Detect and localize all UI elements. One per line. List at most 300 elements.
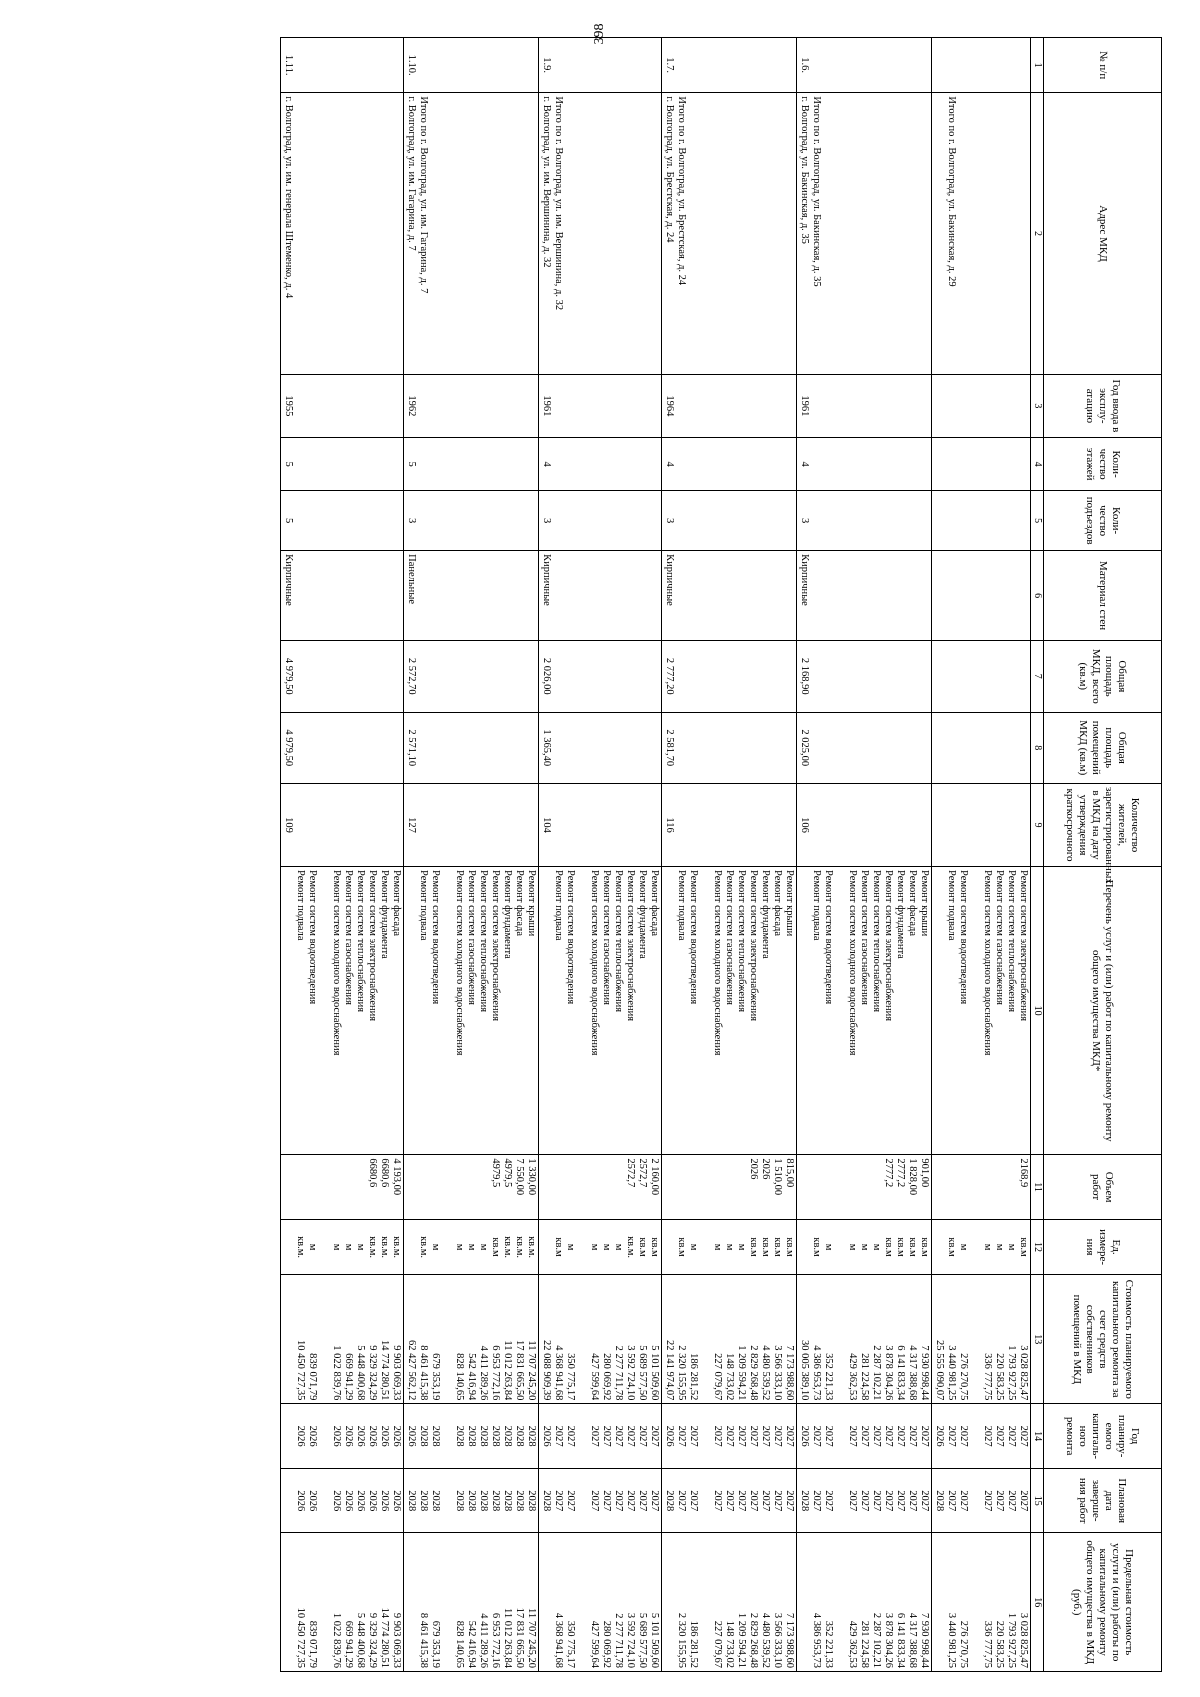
header-cost: Стоимость планируемого капитального ремонта за счет средств собственников помещений в МКД [1044,1275,1162,1404]
work-max-cost: 5 448 400,68 [355,1612,366,1668]
header-year: Год ввода в эксплу-атацию [1044,374,1162,437]
header-area-rooms: Общая площадь помещений МКД (кв.м) [1044,712,1162,783]
work-cost: 6 953 772,16 [490,1345,501,1401]
work-name: Ремонт систем газоснабжения [466,870,477,1006]
area-rooms-cell-text: 2 025,00 [799,729,810,767]
work-end-date: 2027 [784,1490,795,1512]
work-cost [318,1278,330,1400]
work-end-date: 2028 [454,1490,465,1512]
work-cost: 3 028 825,47 [1018,1345,1029,1401]
walls-cell-text: Кирпичные [283,554,294,606]
area-total-cell-text [933,644,945,708]
area-rooms-cell [932,712,1031,783]
year-cell [404,374,539,437]
work-unit: м [736,1243,747,1251]
work-name: Ремонт подвала [811,870,822,941]
work-unit: м [601,1243,612,1251]
work-unit-column [797,1219,932,1274]
work-year: 2027 [907,1425,918,1447]
work-max-cost: 10 450 727,35 [295,1607,306,1668]
work-cost: 11 707 245,20 [526,1340,537,1401]
work-max-cost [441,1536,453,1668]
work-max-cost: 3 878 304,26 [883,1612,894,1668]
work-name: Ремонт систем теплоснабжения [736,870,747,1013]
work-volume: 2168,9 [1018,1158,1029,1188]
address-text [933,96,945,370]
work-name: Ремонт фасада [391,870,402,937]
work-cost: 2 320 155,95 [676,1345,687,1401]
entrances-cell-text [933,494,945,547]
work-max-cost: 1 209 594,21 [736,1612,747,1668]
work-name: Ремонт крыши [526,870,537,937]
work-volume [969,1158,981,1216]
group-total-cost: 62 427 562,12 [406,1339,417,1401]
row-number-text: 1.11. [283,54,294,76]
walls-cell-text: Кирпичные [541,554,552,606]
work-end-date: 2027 [895,1490,906,1512]
work-year-column [281,1404,404,1469]
work-name: Ремонт систем холодного водоснабжения [982,870,993,1056]
work-volume: 4 193,00 [391,1158,402,1196]
work-volume [612,1158,624,1216]
work-year: 2027 [1006,1425,1017,1447]
work-end-date: 2027 [601,1490,612,1512]
work-end-date: 2027 [565,1490,576,1512]
work-max-cost [576,1536,588,1668]
work-cost: 148 733,02 [724,1353,735,1401]
address-cell [797,93,932,374]
work-unit: кв.м. [295,1236,306,1259]
row-number [797,38,932,93]
row-number-text: 1.7. [664,57,675,74]
work-name: Ремонт фундамента [637,870,648,959]
work-max-cost: 2 320 155,95 [676,1612,687,1668]
work-year: 2027 [847,1425,858,1447]
work-unit: кв.м [919,1237,930,1257]
work-max-cost: 4 386 953,73 [811,1612,822,1668]
header-floors: Коли-чество этажей [1044,438,1162,491]
work-max-cost: 3 566 333,10 [772,1612,783,1668]
column-number: 15 [1031,1468,1044,1533]
group-total-d: 2028 [934,1490,945,1512]
work-end-date: 2027 [847,1490,858,1512]
work-name: Ремонт систем холодного водоснабжения [847,870,858,1056]
residents-cell [662,784,797,867]
work-name: Ремонт фундамента [502,870,513,959]
work-end-date: 2027 [907,1490,918,1512]
column-number: 7 [1031,641,1044,712]
work-end-date: 2027 [994,1490,1005,1512]
work-year: 2026 [355,1425,366,1447]
work-year: 2027 [601,1425,612,1447]
year-cell-text [933,378,945,434]
work-unit [318,1223,330,1271]
address-text: г. Волгоград, ул. им. генерала Штеменко, д. 4 [283,96,294,299]
header-walls: Материал стен [1044,551,1162,641]
entrances-cell [797,491,932,551]
work-name: Ремонт крыши [919,870,930,937]
work-cost: 336 777,75 [982,1353,993,1401]
work-unit: м [859,1243,870,1251]
work-cost: 276 270,75 [958,1353,969,1401]
group-total-d: 2028 [799,1490,810,1512]
work-year: 2028 [514,1425,525,1447]
entrances-cell [281,491,404,551]
group-total-d: 2028 [541,1490,552,1512]
work-unit: м [343,1243,354,1251]
work-end-date: 2027 [688,1490,699,1512]
work-year: 2026 [379,1425,390,1447]
work-cost [834,1278,846,1400]
work-year: 2028 [466,1425,477,1447]
work-cost: 7 173 988,60 [784,1345,795,1401]
work-end-date: 2027 [982,1490,993,1512]
work-cost: 186 281,52 [688,1353,699,1401]
work-year-column [797,1404,932,1469]
work-unit-column [281,1219,404,1274]
work-unit: кв.м [676,1237,687,1257]
year-cell [662,374,797,437]
walls-cell [797,551,932,641]
work-max-cost: 4 411 289,26 [478,1613,489,1668]
area-rooms-cell-text: 1 365,40 [541,729,552,767]
work-end-date: 2026 [307,1490,318,1512]
work-unit: кв.м [1018,1237,1029,1257]
work-volume: 1 828,00 [907,1158,918,1196]
work-cost [576,1278,588,1400]
work-name: Ремонт подвала [676,870,687,941]
work-name: Ремонт систем газоснабжения [724,870,735,1006]
floors-cell [539,438,662,491]
work-unit: м [1006,1243,1017,1251]
group-total-d: 2028 [664,1490,675,1512]
walls-cell [281,551,404,641]
work-end-date: 2027 [712,1490,723,1512]
work-end-date: 2027 [613,1490,624,1512]
work-max-cost: 352 221,33 [823,1620,834,1668]
walls-cell-text: Кирпичные [799,554,810,606]
work-end-date [969,1472,981,1530]
entrances-cell-text: 3 [406,518,417,524]
work-end-date: 2027 [1018,1490,1029,1512]
work-volume [945,1158,957,1216]
work-volume [600,1158,612,1216]
area-total-cell [539,641,662,712]
group-total-y: 2026 [934,1425,945,1447]
work-year-column [932,1404,1031,1469]
work-year: 2027 [871,1425,882,1447]
work-end-date: 2026 [331,1490,342,1512]
work-volume [687,1158,699,1216]
work-max-cost: 1 022 839,76 [331,1612,342,1668]
address-cell [281,93,404,374]
work-volume-column [539,1155,662,1220]
page-number: 398 [592,23,607,45]
work-unit: кв.м [883,1237,894,1257]
work-end-date: 2027 [871,1490,882,1512]
work-year: 2027 [811,1425,822,1447]
work-unit: кв.м. [625,1236,636,1259]
work-cost: 280 069,92 [601,1353,612,1401]
work-unit: кв.м [490,1237,501,1257]
work-year: 2027 [883,1425,894,1447]
area-rooms-cell-text: 2 571,10 [406,729,417,767]
floors-cell-text: 4 [799,461,810,467]
work-unit: м [565,1243,576,1251]
work-max-cost: 7 173 988,60 [784,1612,795,1668]
walls-cell-text [933,554,945,637]
residents-cell-text: 109 [283,817,294,833]
work-max-cost: 2 277 711,78 [613,1613,624,1668]
work-volume: 1 510,00 [772,1158,783,1196]
work-volume: 4979,5 [502,1158,513,1188]
work-name: Ремонт систем холодного водоснабжения [712,870,723,1056]
area-rooms-cell-text [933,716,945,780]
work-max-cost: 276 270,75 [958,1620,969,1668]
residents-cell-text: 106 [799,817,810,833]
walls-cell [539,551,662,641]
work-cost: 427 599,64 [589,1353,600,1401]
column-number: 16 [1031,1533,1044,1672]
work-name [834,870,846,1151]
work-end-date-column [404,1468,539,1533]
work-name: Ремонт систем водоотведения [823,870,834,1005]
work-max-cost: 7 930 998,44 [919,1612,930,1668]
work-volume: 6680,6 [379,1158,390,1188]
work-end-date: 2028 [514,1490,525,1512]
work-cost: 3 878 304,26 [883,1345,894,1401]
year-cell-text: 1961 [541,395,552,417]
group-total-d [282,1472,294,1530]
work-year: 2027 [772,1425,783,1447]
header-volume: Объем работ [1044,1155,1162,1220]
work-volume [699,1158,711,1216]
work-unit: м [478,1243,489,1251]
work-year: 2027 [688,1425,699,1447]
work-max-cost: 11 707 245,20 [526,1608,537,1668]
row-number-text [933,41,945,89]
work-unit: кв.м [946,1237,957,1257]
year-cell-text: 1964 [664,395,675,417]
work-year-column [404,1404,539,1469]
work-end-date: 2027 [649,1490,660,1512]
total-label [294,96,306,370]
work-end-date: 2027 [760,1490,771,1512]
residents-cell-text [933,787,945,863]
work-name: Ремонт систем электроснабжения [625,870,636,1022]
work-year: 2027 [1018,1425,1029,1447]
group-total-y: 2026 [799,1425,810,1447]
group-total-cost [282,1278,294,1400]
work-volume [342,1158,354,1216]
work-cost: 9 329 324,29 [367,1345,378,1401]
work-end-date: 2026 [343,1490,354,1512]
work-year: 2027 [895,1425,906,1447]
work-unit: кв.м. [502,1236,513,1259]
work-max-cost-column [932,1533,1031,1672]
work-max-cost-column [281,1533,404,1672]
header-address: Адрес МКД [1044,93,1162,374]
work-volume: 4979,5 [490,1158,501,1188]
work-volume-column [662,1155,797,1220]
work-max-cost-column [797,1533,932,1672]
work-cost: 9 903 069,33 [391,1345,402,1401]
work-volume [810,1158,822,1216]
work-max-cost: 9 329 324,29 [367,1612,378,1668]
work-volume [417,1158,429,1216]
work-cost: 5 689 577,50 [637,1345,648,1401]
work-name: Ремонт систем газоснабжения [601,870,612,1006]
work-cost: 1 793 927,25 [1006,1345,1017,1401]
work-end-date: 2028 [430,1490,441,1512]
work-cost: 281 224,58 [859,1353,870,1401]
work-volume [441,1158,453,1216]
work-cost: 2 277 711,78 [613,1345,624,1401]
header-max-cost: Предельная стоимость услуги и (или) работы по капитальному ремонту общего имущества в МКД (руб.) [1044,1533,1162,1672]
work-volume [453,1158,465,1216]
entrances-cell [662,491,797,551]
work-name: Ремонт фасада [907,870,918,937]
work-max-cost: 227 079,67 [712,1620,723,1668]
residents-cell-text: 104 [541,817,552,833]
work-end-date: 2027 [883,1490,894,1512]
work-max-cost: 679 353,19 [430,1620,441,1668]
entrances-cell-text: 3 [541,518,552,524]
work-max-cost: 148 733,02 [724,1620,735,1668]
work-max-cost: 4 480 539,52 [760,1612,771,1668]
work-end-date: 2028 [502,1490,513,1512]
work-max-cost: 1 793 927,25 [1006,1612,1017,1668]
area-total-cell [281,641,404,712]
work-year: 2027 [589,1425,600,1447]
work-max-cost-column [539,1533,662,1672]
work-name-column [797,867,932,1155]
work-name: Ремонт фасада [514,870,525,937]
row-number [281,38,404,93]
work-name [699,870,711,1151]
work-name: Ремонт систем холодного водоснабжения [454,870,465,1056]
work-end-date: 2026 [379,1490,390,1512]
work-name: Ремонт систем теплоснабжения [1006,870,1017,1013]
work-name: Ремонт систем электроснабжения [367,870,378,1022]
work-max-cost [699,1536,711,1668]
work-end-date [699,1472,711,1530]
work-end-date: 2027 [811,1490,822,1512]
header-end-date: Плановая дата заверше-ния работ [1044,1468,1162,1533]
work-max-cost [969,1536,981,1668]
column-number: 10 [1031,867,1044,1155]
work-name [441,870,453,1151]
work-name: Ремонт фасада [772,870,783,937]
total-label: Итого по г. Волгоград, ул. Брестская, д. 24 [676,96,687,286]
year-cell-text: 1955 [283,395,294,417]
work-unit: м [982,1243,993,1251]
work-cost: 542 416,94 [466,1353,477,1401]
floors-cell-text: 5 [406,461,417,467]
work-volume [477,1158,489,1216]
work-name: Ремонт систем электроснабжения [490,870,501,1022]
walls-cell [404,551,539,641]
work-end-date: 2028 [478,1490,489,1512]
header-area-total: Общая площадь МКД, всего (кв.м) [1044,641,1162,712]
work-unit-column [404,1219,539,1274]
work-year: 2027 [613,1425,624,1447]
work-unit: м [823,1243,834,1251]
group-total-cost: 22 088 909,39 [541,1339,552,1401]
work-cost-column [281,1275,404,1404]
work-name-column [662,867,797,1155]
work-volume: 1 330,00 [526,1158,537,1196]
work-end-date: 2027 [637,1490,648,1512]
group-total-y: 2026 [406,1425,417,1447]
work-year: 2028 [478,1425,489,1447]
header-row [1044,38,1162,1672]
work-cost: 669 941,29 [343,1353,354,1401]
work-unit: кв.м [760,1237,771,1257]
area-total-cell-text: 2 026,00 [541,657,552,695]
residents-cell [404,784,539,867]
work-max-cost: 4 317 388,68 [907,1612,918,1668]
work-volume: 815,00 [784,1158,795,1188]
work-unit: м [589,1243,600,1251]
residents-cell [797,784,932,867]
work-max-cost: 4 368 941,68 [553,1612,564,1668]
work-volume: 2026 [748,1158,759,1180]
work-name: Ремонт систем электроснабжения [748,870,759,1022]
work-max-cost: 6 141 833,34 [895,1612,906,1668]
year-cell-text: 1961 [799,395,810,417]
work-cost-column [539,1275,662,1404]
floors-cell [281,438,404,491]
work-volume [429,1158,441,1216]
work-max-cost: 2 829 268,48 [748,1612,759,1668]
work-max-cost: 3 028 825,47 [1018,1612,1029,1668]
work-unit: кв.м [907,1237,918,1257]
floors-cell [797,438,932,491]
work-name: Ремонт подвала [946,870,957,941]
column-number: 5 [1031,491,1044,551]
work-volume [870,1158,882,1216]
column-number: 14 [1031,1404,1044,1469]
work-year: 2027 [958,1425,969,1447]
work-cost: 839 071,79 [307,1353,318,1401]
work-name: Ремонт фасада [649,870,660,937]
row-number [932,38,1031,93]
work-volume-column [404,1155,539,1220]
work-max-cost: 2 287 102,21 [871,1612,882,1668]
work-volume [981,1158,993,1216]
work-unit: кв.м. [526,1236,537,1259]
work-name: Ремонт систем теплоснабжения [871,870,882,1013]
entrances-cell-text: 3 [799,518,810,524]
work-end-date: 2026 [367,1490,378,1512]
address-text: г. Волгоград, ул. им. Гагарина, д. 7 [406,96,417,251]
work-cost: 14 774 280,51 [379,1339,390,1401]
work-volume [822,1158,834,1216]
work-end-date [318,1472,330,1530]
work-unit: м [454,1243,465,1251]
group-total-cost: 25 555 090,07 [934,1339,945,1401]
walls-cell [662,551,797,641]
house-row [404,38,539,1672]
work-year: 2026 [343,1425,354,1447]
header-works: Перечень услуг и (или) работ по капитальному ремонту общего имущества МКД* [1044,867,1162,1155]
work-unit: м [712,1243,723,1251]
work-year: 2028 [502,1425,513,1447]
column-number: 3 [1031,374,1044,437]
work-end-date: 2027 [589,1490,600,1512]
address-cell [932,93,1031,374]
